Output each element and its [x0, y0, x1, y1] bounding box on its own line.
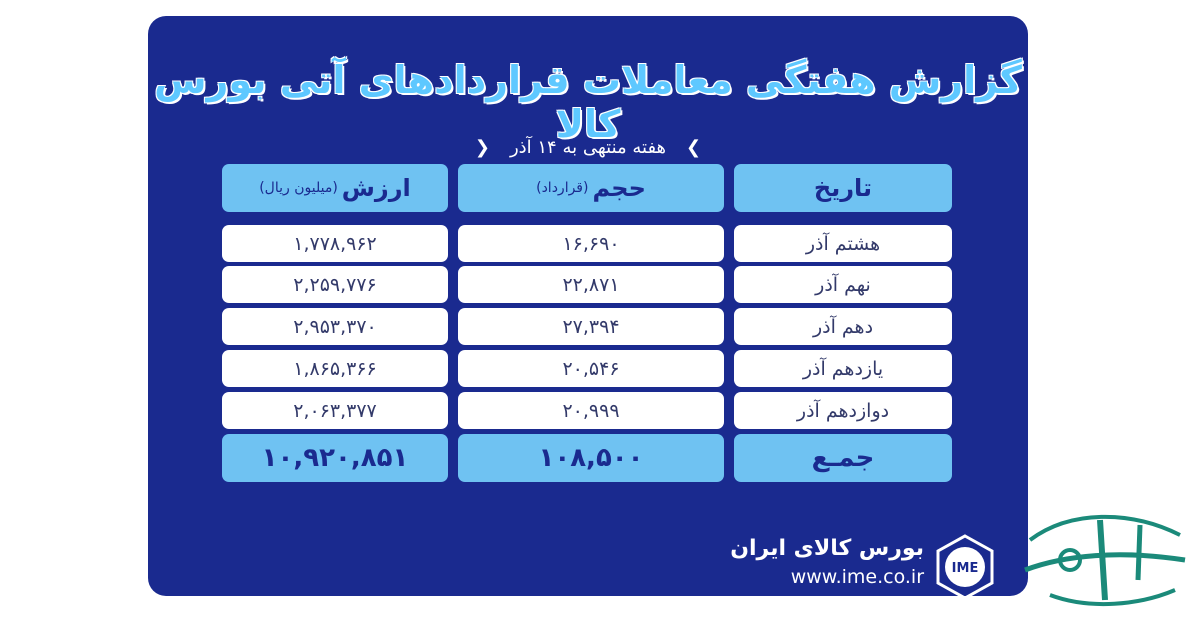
- footer-org-name: بورس کالای ایران: [730, 536, 924, 561]
- row-4-volume: ۲۰,۵۴۶: [458, 350, 724, 387]
- row-2-date: نهم آذر: [734, 266, 952, 303]
- header-date: [734, 164, 952, 212]
- header-value: [222, 164, 448, 212]
- total-volume: ۱۰۸,۵۰۰: [458, 434, 724, 482]
- row-3-value: ۲,۹۵۳,۳۷۰: [222, 308, 448, 345]
- row-1-volume: ۱۶,۶۹۰: [458, 225, 724, 262]
- row-4-value: ۱,۸۶۵,۳۶۶: [222, 350, 448, 387]
- footer-url: www.ime.co.ir: [790, 566, 924, 588]
- row-1-date: هشتم آذر: [734, 225, 952, 262]
- ime-logo-icon: [932, 534, 998, 600]
- header-date-label: تاریخ: [813, 174, 873, 202]
- header-volume-label: حجم: [592, 174, 646, 202]
- header-volume: [458, 164, 724, 212]
- row-2-volume: ۲۲,۸۷۱: [458, 266, 724, 303]
- row-3-volume: ۲۷,۳۹۴: [458, 308, 724, 345]
- watermark-logo: [1010, 500, 1195, 620]
- row-2-value: ۲,۲۵۹,۷۷۶: [222, 266, 448, 303]
- row-3-date: دهم آذر: [734, 308, 952, 345]
- row-5-volume: ۲۰,۹۹۹: [458, 392, 724, 429]
- row-5-date: دوازدهم آذر: [734, 392, 952, 429]
- header-volume-unit: (قرارداد): [536, 180, 589, 196]
- chevron-right-icon: ❯: [686, 136, 702, 158]
- total-value: ۱۰,۹۲۰,۸۵۱: [222, 434, 448, 482]
- header-value-unit: (میلیون ریال): [259, 180, 338, 196]
- logo-text: IME: [951, 561, 979, 576]
- total-label: جمـع: [734, 434, 952, 482]
- report-subtitle: هفته منتهی به ۱۴ آذر: [509, 136, 667, 158]
- row-4-date: یازدهم آذر: [734, 350, 952, 387]
- report-title: گزارش هفتگی معاملات قراردادهای آتی بورس کالا: [154, 58, 1022, 146]
- subtitle-row: [148, 132, 1028, 162]
- header-value-label: ارزش: [341, 174, 411, 202]
- report-card: [148, 16, 1028, 596]
- chevron-left-icon: ❮: [474, 136, 490, 158]
- row-5-value: ۲,۰۶۳,۳۷۷: [222, 392, 448, 429]
- row-1-value: ۱,۷۷۸,۹۶۲: [222, 225, 448, 262]
